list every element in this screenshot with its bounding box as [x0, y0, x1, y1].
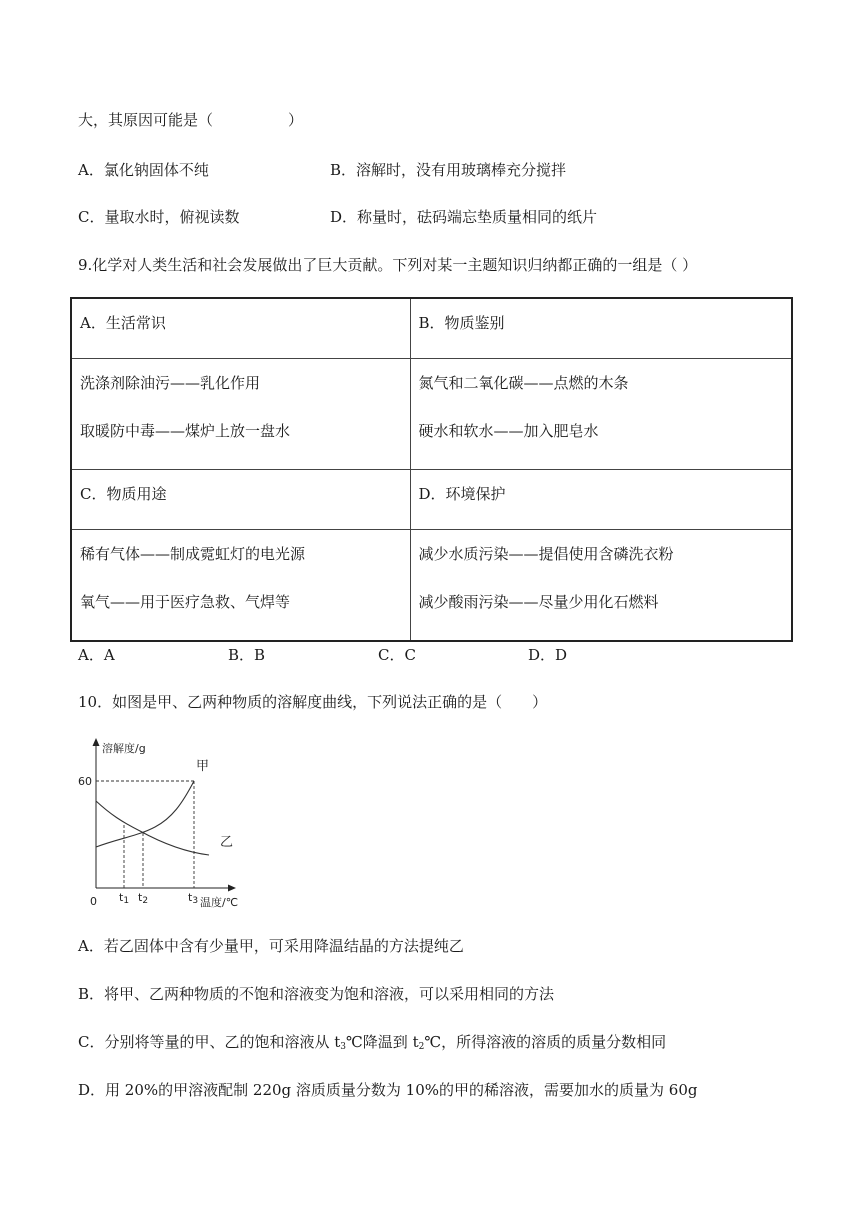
cell-d-line-2: 减少酸雨污染——尽量少用化石燃料	[418, 592, 659, 611]
q9-option-d[interactable]: D．D	[528, 646, 568, 664]
cell-a-header: A．生活常识	[71, 298, 410, 358]
cell-a-body	[71, 358, 410, 469]
q10-option-d[interactable]: D．用 20%的甲溶液配制 220g 溶质质量分数为 10%的甲的稀溶液，需要加水的质量为 60g	[78, 1081, 698, 1099]
q8-stem-tail: 大，其原因可能是（ ）	[78, 111, 304, 129]
q10-option-a[interactable]: A．若乙固体中含有少量甲，可采用降温结晶的方法提纯乙	[78, 937, 464, 955]
cell-d-line-1: 减少水质污染——提倡使用含磷洗衣粉	[418, 544, 674, 563]
cell-b-line-1: 氮气和二氧化碳——点燃的木条	[418, 373, 629, 392]
x-tick-t3-base: t	[188, 891, 193, 904]
origin-label: 0	[90, 895, 97, 908]
x-tick-t2-base: t	[138, 891, 143, 904]
curve-jia	[96, 781, 194, 847]
cell-c-body	[71, 529, 410, 641]
cell-d-header: D．环境保护	[410, 469, 792, 529]
q10-option-c-mid: ℃降温到 t	[346, 1033, 419, 1051]
cell-c-line-2: 氧气——用于医疗急救、气焊等	[80, 592, 291, 611]
x-tick-t3	[188, 891, 198, 906]
q10-option-c-sub1: 3	[340, 1042, 347, 1052]
series-label-jia: 甲	[196, 759, 210, 774]
x-tick-t3-sub: 3	[192, 896, 199, 906]
x-tick-t2	[138, 891, 148, 906]
q10-option-c[interactable]	[78, 1032, 666, 1057]
q8-option-c[interactable]: C．量取水时，俯视读数	[78, 208, 240, 226]
x-tick-t1-base: t	[119, 891, 124, 904]
cell-a-line-1: 洗涤剂除油污——乳化作用	[80, 373, 261, 392]
x-tick-t2-sub: 2	[142, 896, 149, 906]
cell-b-body	[410, 358, 792, 469]
y-axis-label: 溶解度/g	[102, 742, 146, 755]
x-tick-t1-sub: 1	[123, 896, 130, 906]
x-tick-t1	[119, 891, 129, 906]
q10-option-c-pre: C．分别将等量的甲、乙的饱和溶液从 t	[78, 1033, 341, 1051]
q10-option-c-sub2: 2	[418, 1042, 425, 1052]
solubility-curve-figure	[70, 730, 260, 915]
q9-option-a[interactable]: A．A	[78, 646, 115, 664]
q10-option-c-post: ℃，所得溶液的溶质的质量分数相同	[424, 1033, 667, 1051]
q9-option-b[interactable]: B．B	[228, 646, 266, 664]
q8-option-a[interactable]: A．氯化钠固体不纯	[78, 161, 209, 179]
q9-stem: 9.化学对人类生活和社会发展做出了巨大贡献。下列对某一主题知识归纳都正确的一组是（ ）	[78, 256, 698, 274]
cell-c-line-1: 稀有气体——制成霓虹灯的电光源	[80, 544, 306, 563]
q8-option-d[interactable]: D．称量时，砝码端忘垫质量相同的纸片	[330, 208, 598, 226]
cell-c-header: C．物质用途	[71, 469, 410, 529]
x-axis-label: 温度/℃	[200, 896, 239, 909]
series-label-yi: 乙	[220, 835, 234, 850]
y-axis-arrow	[93, 738, 100, 746]
cell-d-body	[410, 529, 792, 641]
y-tick-60: 60	[78, 775, 92, 788]
cell-a-line-2: 取暖防中毒——煤炉上放一盘水	[80, 421, 291, 440]
q10-stem: 10．如图是甲、乙两种物质的溶解度曲线，下列说法正确的是（ ）	[78, 693, 548, 711]
cell-b-line-2: 硬水和软水——加入肥皂水	[418, 421, 599, 440]
q9-option-c[interactable]: C．C	[378, 646, 416, 664]
x-axis-arrow	[228, 885, 236, 892]
q8-option-b[interactable]: B．溶解时，没有用玻璃棒充分搅拌	[330, 161, 567, 179]
q9-knowledge-table	[70, 297, 793, 642]
cell-b-header: B．物质鉴别	[410, 298, 792, 358]
q10-option-b[interactable]: B．将甲、乙两种物质的不饱和溶液变为饱和溶液，可以采用相同的方法	[78, 985, 555, 1003]
